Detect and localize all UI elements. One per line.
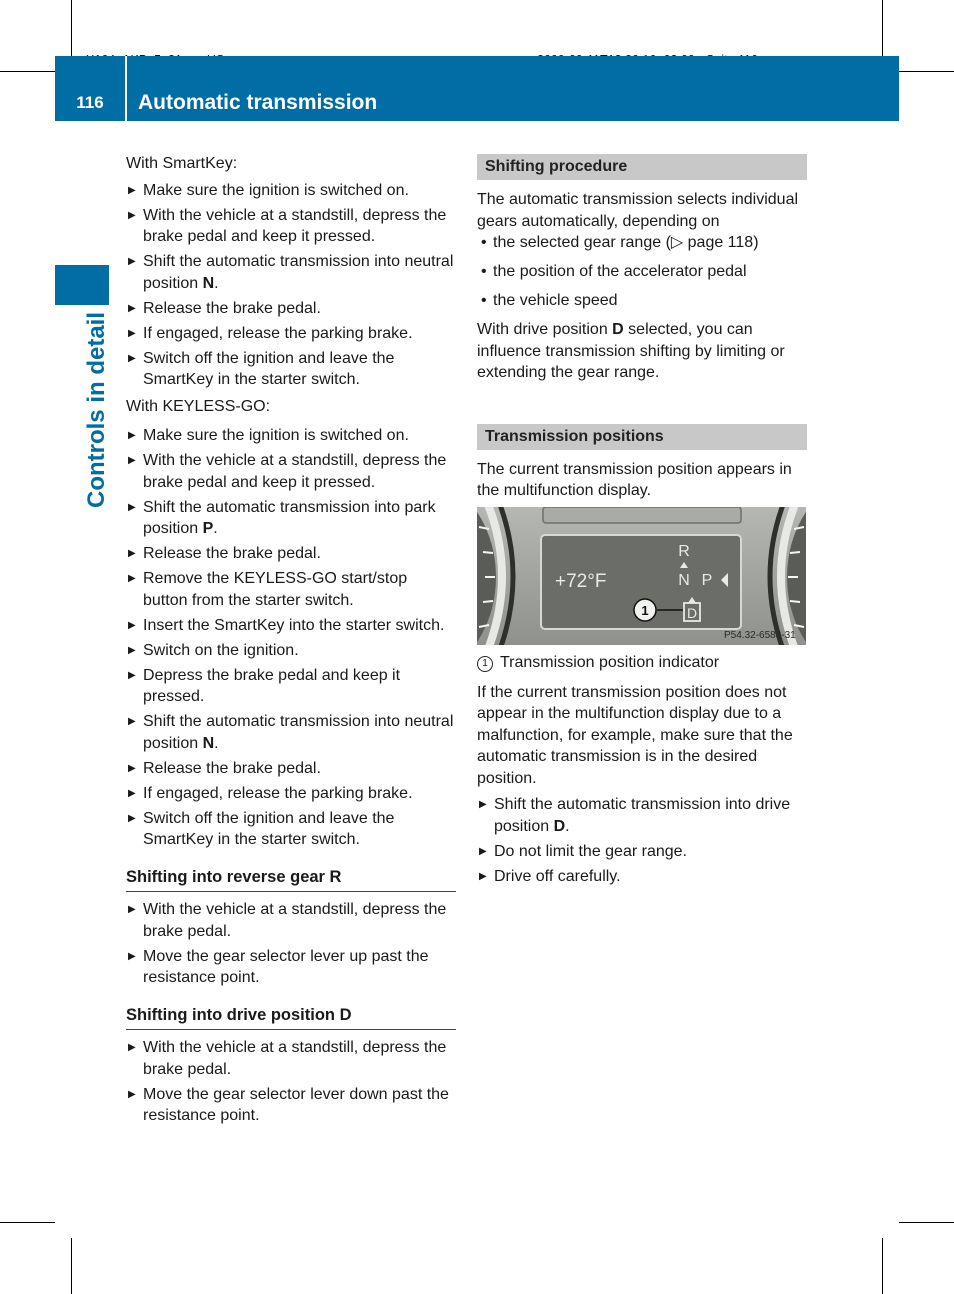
- step-arrow-icon: ▶: [128, 716, 136, 727]
- bullet-text: the vehicle speed: [493, 292, 618, 309]
- instruction-step: [126, 899, 456, 942]
- step-text: Drive off carefully.: [494, 867, 621, 885]
- multifunction-display-figure: [477, 507, 806, 645]
- step-arrow-icon: ▶: [128, 1088, 136, 1100]
- step-text: Move the gear selector lever up past the resistance point.: [143, 947, 429, 986]
- instruction-step: [126, 1037, 456, 1080]
- step-text: Switch off the ignition and leave the SmartKey in the starter switch.: [143, 349, 395, 388]
- step-text: Move the gear selector lever down past the resistance point.: [143, 1085, 449, 1124]
- step-arrow-icon: ▶: [128, 787, 136, 799]
- chapter-tab-label: Controls in detail: [83, 311, 110, 509]
- step-text: Shift the automatic transmission into park position: [143, 498, 436, 537]
- instruction-step: [126, 711, 456, 754]
- instruction-step: [477, 794, 807, 837]
- step-arrow-icon: ▶: [128, 762, 136, 774]
- step-text: Release the brake pedal.: [143, 759, 321, 777]
- instruction-step: [126, 615, 456, 637]
- transmission-positions-heading: Transmission positions: [477, 424, 807, 450]
- callout-number: 1: [641, 603, 649, 618]
- right-column-lower: [477, 652, 807, 891]
- instruction-step: [126, 323, 456, 345]
- shifting-intro: The automatic transmission selects individual gears automatically, depending on: [477, 191, 799, 230]
- keyless-intro: With KEYLESS-GO:: [126, 397, 271, 415]
- emphasis-text: P: [202, 520, 214, 537]
- caption-marker-number: 1: [482, 658, 488, 669]
- instruction-step: [126, 450, 456, 493]
- page-number: 116: [76, 93, 104, 112]
- final-steps: [477, 794, 807, 887]
- step-text: selected, you can influence transmission shifting by limiting or extending the gear range.: [477, 321, 785, 381]
- instruction-step: [126, 251, 456, 294]
- positions-intro: The current transmission position appears in the multifunction display.: [477, 460, 792, 499]
- instruction-step: [126, 665, 456, 708]
- temperature-readout: +72°F: [555, 571, 607, 592]
- left-column: [126, 153, 456, 1130]
- figure-caption: [477, 652, 807, 674]
- instruction-step: [126, 205, 456, 248]
- chapter-tab-marker: [55, 265, 109, 305]
- instruction-step: [126, 758, 456, 780]
- right-column: [477, 154, 807, 502]
- crop-mark: [0, 1222, 55, 1223]
- step-arrow-icon: ▶: [128, 209, 136, 221]
- emphasis-text: N: [202, 274, 215, 292]
- step-arrow-icon: ▶: [479, 870, 487, 882]
- bullet-text: the position of the accelerator pedal: [493, 263, 747, 280]
- instruction-step: [126, 568, 456, 611]
- drive-position-paragraph: [477, 319, 807, 384]
- step-text: Remove the KEYLESS-GO start/stop button from the starter switch.: [143, 570, 408, 609]
- gear-r: R: [678, 543, 690, 560]
- step-text: Depress the brake pedal and keep it pressed.: [143, 666, 401, 705]
- keyless-steps: [126, 425, 456, 851]
- instruction-step: [477, 841, 807, 863]
- instruction-step: [126, 348, 456, 391]
- instruction-step: [126, 298, 456, 320]
- step-text: Make sure the ignition is switched on.: [143, 181, 409, 199]
- step-arrow-icon: ▶: [128, 302, 136, 314]
- step-text: Do not limit the gear range.: [494, 842, 687, 860]
- image-code: P54.32-6583-31: [724, 630, 796, 641]
- step-text: If engaged, release the parking brake.: [143, 784, 413, 802]
- caption-text: Transmission position indicator: [500, 654, 720, 671]
- instruction-step: [126, 497, 456, 540]
- step-text: Switch off the ignition and leave the SmartKey in the starter switch.: [143, 809, 395, 848]
- step-text: Release the brake pedal.: [143, 299, 321, 317]
- step-text: .: [214, 274, 219, 292]
- step-text: Shift the automatic transmission into neutral position: [143, 713, 454, 752]
- step-arrow-icon: ▶: [128, 430, 136, 441]
- step-text: With the vehicle at a standstill, depress the brake pedal and keep it pressed.: [143, 452, 447, 491]
- caption-marker: [477, 656, 493, 672]
- reverse-heading: Shifting into reverse gear R: [126, 867, 456, 893]
- step-arrow-icon: ▶: [128, 1042, 136, 1053]
- step-arrow-icon: ▶: [128, 352, 136, 364]
- step-text: Make sure the ignition is switched on.: [143, 427, 409, 444]
- bullet-text: the selected gear range (▷ page 118): [493, 234, 759, 251]
- crop-mark: [0, 71, 55, 72]
- step-text: With drive position: [477, 321, 613, 338]
- gear-p: P: [701, 572, 713, 589]
- bullet-dot-icon: •: [481, 263, 487, 280]
- crop-mark: [71, 1238, 72, 1294]
- step-text: With the vehicle at a standstill, depress the brake pedal.: [143, 1039, 447, 1078]
- instruction-step: [126, 425, 456, 447]
- instruction-step: [477, 866, 807, 888]
- crop-mark: [899, 71, 954, 72]
- step-text: .: [565, 817, 570, 835]
- instruction-step: [126, 640, 456, 662]
- page-title: Automatic transmission: [138, 91, 378, 114]
- step-arrow-icon: ▶: [128, 455, 136, 466]
- step-text: Insert the SmartKey into the starter switch.: [143, 616, 445, 634]
- step-arrow-icon: ▶: [128, 950, 136, 962]
- step-arrow-icon: ▶: [128, 669, 136, 681]
- step-arrow-icon: ▶: [128, 904, 136, 915]
- step-arrow-icon: ▶: [128, 812, 136, 824]
- display-illustration: [477, 507, 806, 645]
- step-text: Shift the automatic transmission into drive position: [494, 796, 791, 835]
- drive-steps: [126, 1037, 456, 1127]
- step-arrow-icon: ▶: [479, 845, 487, 857]
- crop-mark: [882, 0, 883, 56]
- instruction-step: [126, 783, 456, 805]
- gear-d: D: [686, 605, 698, 621]
- crop-mark: [899, 1222, 954, 1223]
- step-arrow-icon: ▶: [479, 799, 487, 810]
- instruction-step: [126, 808, 456, 851]
- reverse-steps: [126, 899, 456, 989]
- shifting-bullets: [477, 232, 807, 312]
- malfunction-paragraph: If the current transmission position does not appear in the multifunction display due to a malfunction, for example, make sure that the automatic transmission is in the desired position.: [477, 683, 793, 787]
- step-text: With the vehicle at a standstill, depress the brake pedal.: [143, 901, 447, 940]
- header-divider: [125, 56, 127, 121]
- smartkey-steps: [126, 180, 456, 391]
- shifting-procedure-heading: Shifting procedure: [477, 154, 807, 180]
- drive-heading: Shifting into drive position D: [126, 1005, 456, 1031]
- instruction-step: [126, 946, 456, 989]
- bullet-dot-icon: •: [481, 292, 487, 309]
- step-arrow-icon: ▶: [128, 256, 136, 267]
- bullet-dot-icon: •: [481, 234, 487, 251]
- step-arrow-icon: ▶: [128, 644, 136, 656]
- step-text: Release the brake pedal.: [143, 545, 321, 562]
- instruction-step: [126, 1084, 456, 1127]
- bullet-item: [477, 261, 807, 283]
- step-arrow-icon: ▶: [128, 548, 136, 559]
- step-arrow-icon: ▶: [128, 327, 136, 339]
- instruction-step: [126, 543, 456, 565]
- step-arrow-icon: ▶: [128, 184, 136, 196]
- step-arrow-icon: ▶: [128, 501, 136, 513]
- bullet-item: [477, 232, 807, 254]
- instruction-step: [126, 180, 456, 202]
- smartkey-intro: With SmartKey:: [126, 155, 238, 172]
- step-text: .: [213, 520, 218, 537]
- bullet-item: [477, 290, 807, 312]
- step-text: Switch on the ignition.: [143, 641, 299, 659]
- crop-mark: [882, 1238, 883, 1294]
- gear-n: N: [678, 572, 690, 589]
- step-arrow-icon: ▶: [128, 573, 136, 584]
- step-text: If engaged, release the parking brake.: [143, 324, 413, 342]
- emphasis-text: N: [202, 734, 215, 752]
- emphasis-text: D: [612, 321, 624, 338]
- crop-mark: [71, 0, 72, 56]
- step-text: Shift the automatic transmission into neutral position: [143, 253, 454, 292]
- step-text: With the vehicle at a standstill, depress the brake pedal and keep it pressed.: [143, 206, 447, 245]
- step-text: .: [214, 734, 219, 752]
- page-header: [55, 56, 899, 121]
- step-arrow-icon: ▶: [128, 619, 136, 631]
- emphasis-text: D: [553, 817, 566, 835]
